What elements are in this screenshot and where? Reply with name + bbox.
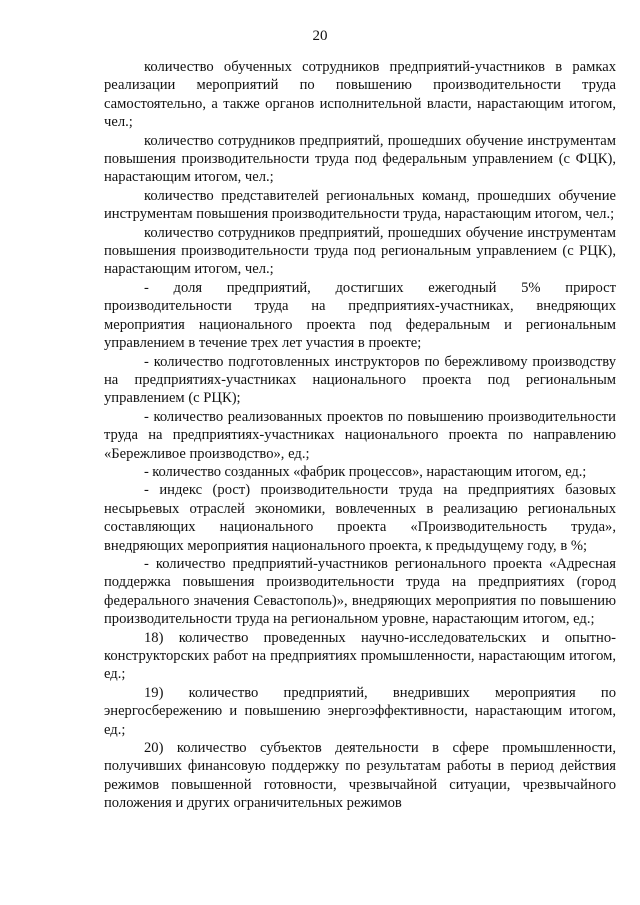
paragraph-trained-employees: количество обученных сотрудников предприятий-участников в рамках реализации мероприятий по повышению производительности труда самостоятельно, а также органов исполнительной власти, нарастающим итогом, чел.;: [104, 59, 616, 131]
paragraph-regional-teams: количество представителей региональных команд, прошедших обучение инструментам повышения производительности труда, нарастающим итогом, чел.;: [104, 187, 616, 223]
paragraph-item-20: 20) количество субъектов деятельности в сфере промышленности, получивших финансовую поддержку по результатам работы в период действия режимов повышенной готовности, чрезвычайной ситуации, чрезвычайного положения и других ограничительных режимов: [104, 740, 616, 812]
document-body: [104, 58, 616, 813]
paragraph-sevastopol-participants: - количество предприятий-участников регионального проекта «Адресная поддержка повышения производительности труда на предприятиях (город федерального значения Севастополь)», внедряющих мероприятия по повышению производительности труда на региональном уровне, нарастающим итогом, ед.;: [104, 555, 616, 628]
page-number: 20: [312, 28, 328, 44]
paragraph-productivity-index: - индекс (рост) производительности труда на предприятиях базовых несырьевых отраслей экономики, вовлеченных в реализацию региональных составляющих национального проекта «Производительность труда», внедряющих мероприятия национального проекта, к предыдущему году, в %;: [104, 482, 616, 554]
paragraph-federal-training: количество сотрудников предприятий, прошедших обучение инструментам повышения производительности труда под федеральным управлением (с ФЦК), нарастающим итогом, чел.;: [104, 132, 616, 186]
paragraph-item-18: 18) количество проведенных научно-исследовательских и опытно-конструкторских работ на предприятиях промышленности, нарастающим итогом, ед.;: [104, 629, 616, 683]
paragraph-item-19: 19) количество предприятий, внедривших мероприятия по энергосбережению и повышению энергоэффективности, нарастающим итогом, ед.;: [104, 684, 616, 738]
paragraph-process-factories: - количество созданных «фабрик процессов», нарастающим итогом, ед.;: [144, 463, 587, 480]
paragraph-regional-training: количество сотрудников предприятий, прошедших обучение инструментам повышения производительности труда под региональным управлением (с РЦК), нарастающим итогом, чел.;: [104, 224, 616, 278]
paragraph-lean-projects: - количество реализованных проектов по повышению производительности труда на предприятиях-участниках национального проекта по направлению «Бережливое производство», ед.;: [104, 408, 616, 462]
paragraph-growth-share: - доля предприятий, достигших ежегодный 5% прирост производительности труда на предприятиях-участниках, внедряющих мероприятия национального проекта под федеральным и региональным управлением в течение трех лет участия в проекте;: [104, 279, 616, 352]
paragraph-lean-instructors: - количество подготовленных инструкторов по бережливому производству на предприятиях-участниках национального проекта под региональным управлением (с РЦК);: [104, 353, 616, 407]
